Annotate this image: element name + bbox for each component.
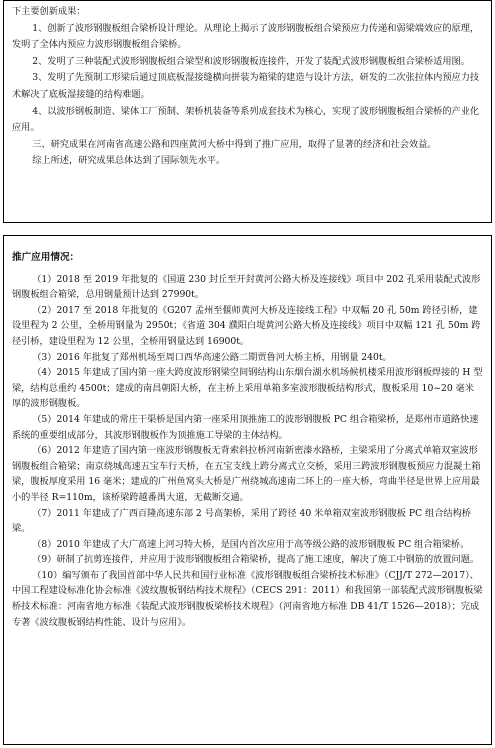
application-item: （5）2014 年建成的常庄干渠桥是国内第一座采用顶推施工的波形钢腹板 PC 组合箱梁桥，是郑州市道路快速系统的重要组成部分，其波形钢腹板作为顶推施工导梁的主体结构。 [12,413,479,441]
application-item: （9）研制了抗剪连接件，并应用于波形钢腹板组合箱梁桥，提高了施工速度，解决了施工中钢筋的放置问题。 [32,554,480,566]
application-item: （10）编写颁布了我国首部中华人民共和国行业标准《波形钢腹板组合梁桥技术标准》（CJJ/T 272—2017）、中国工程建设标准化协会标准《波纹腹板钢结构技术规程》（CECS 291：2011）和我国第一部装配式波形钢腹板梁桥技术标准：河南省地方标准《装配式波形钢腹板梁桥技术规程》（河南省地方标准 DB 41/T 1526—2018）；完成专著《波纹腹板钢结构性能、设计与应用》。 [12,569,483,628]
application-heading: 推广应用情况： [12,252,80,263]
application-item: （2）2017 至 2018 年批复的《G207 孟州至偃师黄河大桥及连接线工程》中双幅 20 孔 50m 跨径引桥，建设里程为 2 公里，全桥用钢量为 2950t；《省道 304 濮阳白堤黄河公路大桥及连接线》项目中双幅 121 孔 50m 跨径引桥，建设里程为 12 公里，全桥用钢量达到 16900t。 [12,304,481,347]
innovation-paragraph: 1、创新了波形钢腹板组合梁桥设计理论。从理论上揭示了波形钢腹板组合梁预应力传递和弱梁端效应的原理，发明了全体内预应力波形钢腹板组合梁桥。 [12,22,480,51]
application-box [3,235,492,745]
innovation-conclusion: 综上所述，研究成果总体达到了国际领先水平。 [32,155,226,167]
application-item: （6）2012 年建造了国内第一座波形钢腹板无背索斜拉桥河南新密溱水路桥，主梁采用了分离式单箱双室波形钢腹板组合箱梁；南京绕城高速五宝车行天桥，在五宝支线上跨分离式立交桥，采用三跨波形钢腹板预应力混凝土箱梁，腹板厚度采用 16 毫米；建成的广州鱼窝头大桥是广州绕城高速南二环上的一座大桥，弯曲半径是世界上应用最小的半径 R=110m，该桥梁跨越番禺大道，无截断交通。 [12,445,481,503]
application-item: （8）2010 年建成了大广高速上河习特大桥，是国内首次应用于高等级公路的波形钢腹板 PC 组合箱梁桥。 [32,538,470,550]
application-item: （7）2011 年建成了广西百隆高速东部 2 号高架桥，采用了跨径 40 米单箱双室波形钢腹板 PC 组合结构桥梁。 [12,507,471,535]
application-item: （1）2018 至 2019 年批复的《国道 230 封丘至开封黄河公路大桥及连接线》项目中 202 孔采用装配式波形钢腹板组合箱梁，总用钢量预计达到 27990t。 [12,273,481,301]
innovation-paragraph: 4、以波形钢板制造、梁体工厂预制、架桥机装备等系列成套技术为核心，实现了波形钢腹板组合梁桥的产业化应用。 [12,105,480,134]
innovation-heading: 下主要创新成果： [12,6,86,17]
application-item: （3）2016 年批复了郑州机场至周口西华高速公路二期贾鲁河大桥主桥，用钢量 240t。 [32,351,392,363]
application-item: （4）2015 年建成了国内第一座大跨度波形钢梁空间钢结构山东烟台湖水机场候机楼采用波形钢板焊接的 H 型梁，结构总重约 4500t；建成的南昌朝阳大桥，在主桥上采用单箱多室波形腹板结构形式，腹板采用 10~20 毫米厚的波形钢腹板。 [12,367,483,410]
innovation-box [3,0,492,223]
innovation-paragraph: 3、发明了先预制工形梁后通过顶底板湿接缝横向拼装为箱梁的建造与设计方法，研发的二次张拉体内预应力技术解决了底板湿接缝的结构难题。 [12,72,480,100]
innovation-paragraph: 2、发明了三种装配式波形钢腹板组合梁型和波形钢腹板连接件，开发了装配式波形钢腹板组合梁桥适用图。 [32,55,470,67]
innovation-paragraph: 三、研究成果在河南省高速公路和四座黄河大桥中得到了推广应用，取得了显著的经济和社会效益。 [32,138,437,150]
